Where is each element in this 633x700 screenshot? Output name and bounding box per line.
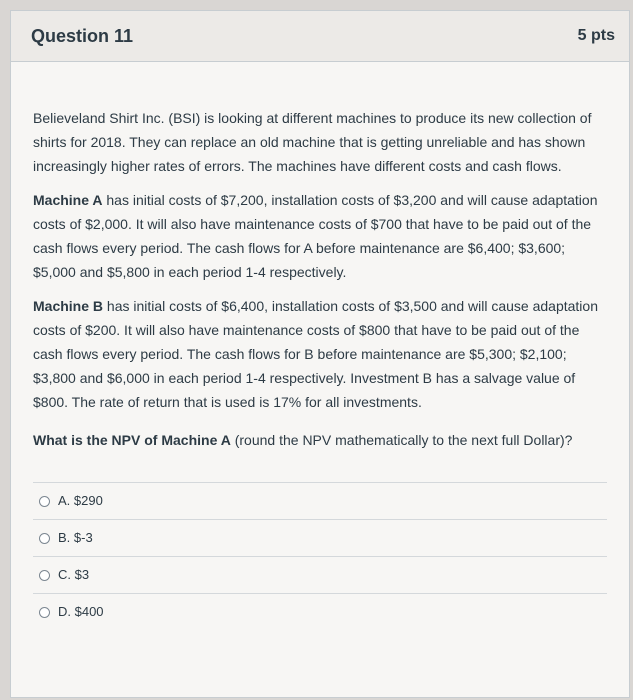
question-points: 5 pts — [577, 27, 615, 44]
machine-b-paragraph — [33, 294, 607, 414]
answer-label: B. $-3 — [58, 530, 93, 545]
answer-option-a[interactable] — [33, 482, 607, 519]
machine-a-text: has initial costs of $7,200, installation costs of $3,200 and will cause adaptation costs of $2,000. It will also have maintenance costs of $700 that have to be paid out of the cash flows every period. The cash flows for A before maintenance are $6,400; $3,600; $5,000 and $5,800 in each period 1-4 respectively. — [33, 192, 598, 280]
question-prompt — [33, 428, 607, 452]
answer-option-c[interactable] — [33, 556, 607, 593]
answer-label: C. $3 — [58, 567, 90, 582]
answer-label: A. $290 — [58, 493, 103, 508]
intro-paragraph: Believeland Shirt Inc. (BSI) is looking at different machines to produce its new collection of shirts for 2018. They can replace an old machine that is getting unreliable and has shown increasingly higher rates of errors. The machines have different costs and cash flows. — [33, 110, 592, 174]
prompt-bold: What is the NPV of Machine A — [33, 432, 231, 448]
machine-b-label: Machine B — [33, 298, 104, 314]
question-title: Question 11 — [31, 25, 134, 46]
answer-option-d[interactable] — [33, 593, 607, 630]
answer-label: D. $400 — [58, 604, 104, 619]
machine-a-label: Machine A — [33, 192, 103, 208]
radio-button[interactable] — [39, 570, 50, 581]
answer-list — [33, 482, 607, 630]
prompt-rest: (round the NPV mathematically to the next full Dollar)? — [230, 432, 573, 448]
question-body — [11, 62, 629, 630]
radio-button[interactable] — [39, 533, 50, 544]
machine-b-text: has initial costs of $6,400, installation costs of $3,500 and will cause adaptation costs of $200. It will also have maintenance costs of $800 that have to be paid out of the cash flows every period. The cash flows for B before maintenance are $5,300; $2,100; $3,800 and $6,000 in each period 1-4 respectively. Investment B has a salvage value of $800. The rate of return that is used is 17% for all investments. — [33, 298, 598, 410]
question-card — [10, 10, 630, 698]
machine-a-paragraph — [33, 188, 607, 284]
answer-option-b[interactable] — [33, 519, 607, 556]
radio-button[interactable] — [39, 607, 50, 618]
question-header — [11, 11, 629, 62]
radio-button[interactable] — [39, 496, 50, 507]
